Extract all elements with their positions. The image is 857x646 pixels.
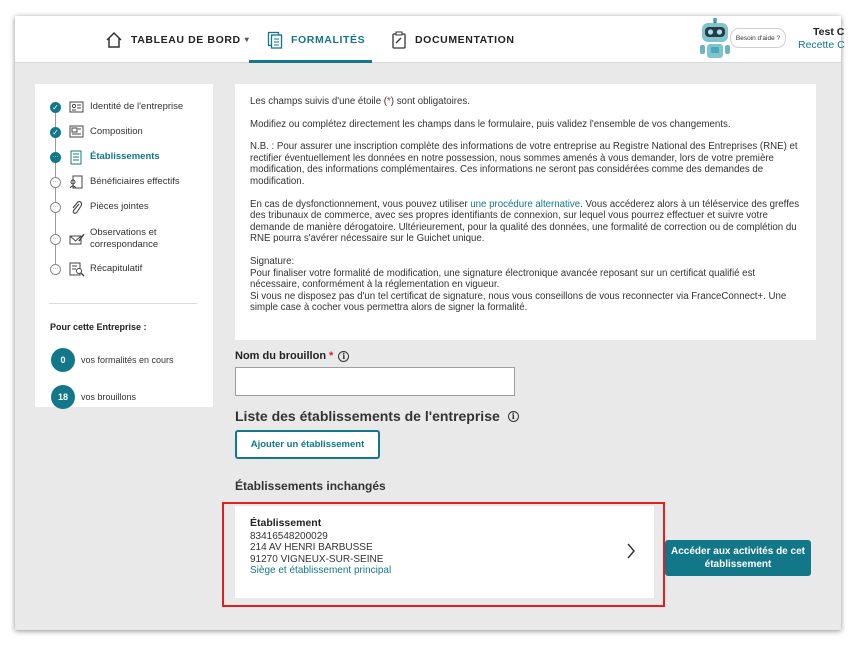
paperclip-icon	[69, 200, 83, 215]
information-panel	[235, 84, 816, 340]
alternative-procedure-link[interactable]: une procédure alternative	[470, 198, 581, 210]
help-robot-icon[interactable]	[698, 18, 732, 62]
counter-label: vos brouillons	[81, 392, 137, 402]
search-doc-icon	[69, 262, 85, 277]
pending-icon: ···	[50, 264, 61, 275]
info-icon[interactable]: i	[338, 351, 349, 362]
establishment-card[interactable]	[235, 506, 654, 598]
help-button[interactable]: Besoin d'aide ?	[730, 28, 786, 48]
count-badge: 0	[51, 348, 75, 372]
pending-icon: ···	[50, 202, 61, 213]
step-label: Identité de l'entreprise	[90, 101, 184, 112]
pending-icon: ···	[50, 177, 61, 188]
formalities-counter[interactable]	[51, 348, 174, 372]
nav-tableau-de-bord[interactable]	[105, 16, 249, 63]
counter-label: vos formalités en cours	[81, 355, 174, 365]
active-tab-indicator	[249, 60, 372, 63]
nav-label: TABLEAU DE BORD	[131, 33, 241, 46]
nav-label: FORMALITÉS	[291, 33, 366, 46]
user-organization[interactable]: Recette C	[798, 39, 845, 51]
instructions: Modifiez ou complétez directement les champs dans le formulaire, puis validez l'ensemble de vos changements.	[250, 118, 731, 130]
establishment-siret: 83416548200029	[250, 530, 328, 542]
user-name[interactable]: Test C	[813, 26, 845, 38]
people-doc-icon	[69, 175, 84, 190]
step-label: Bénéficiaires effectifs	[90, 176, 180, 187]
unchanged-establishments-title: Établissements inchangés	[235, 479, 386, 493]
access-activities-button[interactable]: Accéder aux activités de cet établissement	[665, 540, 811, 576]
check-icon: ✓	[50, 102, 61, 113]
enterprise-section-title: Pour cette Entreprise :	[50, 322, 147, 332]
in-progress-icon: ···	[50, 152, 61, 163]
draft-name-input[interactable]	[235, 367, 515, 396]
step-label: Établissements	[90, 151, 160, 162]
formality-steps-sidebar	[35, 84, 213, 407]
pending-icon: ···	[50, 234, 61, 245]
malfunction-notice: En cas de dysfonctionnement, vous pouvez utiliser une procédure alternative. Vous accéderez alors à un téléservice des greffes des tribunaux de commerce, avec ses propres identifiants de connexion, sur lequel vous pourrez effectuer et suivre votre demande de manière dérogatoire. Ultérieurement, pour la qualité des données, une formalité de correction ou de complétion du RNE pourra s'avérer nécessaire sur le Guichet unique.	[250, 198, 800, 245]
draft-name-label: Nom du brouillon * i	[235, 350, 349, 362]
info-icon[interactable]: i	[508, 411, 519, 422]
step-label: Pièces jointes	[90, 201, 149, 212]
nav-formalites[interactable]	[249, 16, 372, 63]
establishments-list-title: Liste des établissements de l'entreprise i	[235, 408, 519, 424]
nav-documentation[interactable]	[391, 16, 515, 63]
chevron-right-icon[interactable]	[626, 543, 636, 559]
check-icon: ✓	[50, 127, 61, 138]
clipboard-icon	[391, 31, 407, 49]
step-label: Observations et correspondance	[90, 227, 159, 250]
add-establishment-button[interactable]: Ajouter un établissement	[235, 430, 380, 459]
top-navigation	[15, 16, 845, 63]
envelope-pen-icon	[69, 232, 85, 246]
chevron-down-icon: ▾	[244, 35, 250, 44]
document-stack-icon	[267, 31, 283, 49]
signature-notice: Signature: Pour finaliser votre formalité de modification, une signature électronique avancée reposant sur un certificat qualifié est nécessaire, conformément à la réglementation en vigueur. Si vous ne disposez pas d'un tel certificat de signature, nous vous conseillons de vous reconnecter via FranceConnect+. Une simple case à cocher vous permettra alors de signer la formalité.	[250, 255, 787, 314]
divider	[49, 303, 197, 304]
establishment-address: 214 AV HENRI BARBUSSE	[250, 542, 373, 553]
step-label: Récapitulatif	[90, 263, 143, 274]
app-window	[15, 16, 845, 630]
nav-label: DOCUMENTATION	[415, 33, 515, 46]
count-badge: 18	[51, 385, 75, 409]
required-notice: Les champs suivis d'une étoile (*) sont obligatoires.	[250, 96, 470, 107]
id-card-icon	[69, 100, 84, 114]
establishment-title: Établissement	[250, 517, 322, 529]
building-doc-icon	[69, 150, 83, 165]
nb-notice: N.B. : Pour assurer une inscription complète des informations de votre entreprise au Registre National des Entreprises (RNE) et rectifier éventuellement les données en notre possession, nous sommes amenés à vous demander, lors de votre première modification, des informations complémentaires. Ces informations ne seront pas considérées comme des demandes de modification.	[250, 141, 798, 187]
step-label: Composition	[90, 126, 143, 137]
drafts-counter[interactable]	[51, 385, 136, 409]
required-star: *	[329, 350, 334, 362]
establishment-city: 91270 VIGNEUX-SUR-SEINE	[250, 553, 384, 565]
register-icon	[69, 125, 85, 139]
establishment-type: Siège et établissement principal	[250, 565, 392, 576]
home-icon	[105, 31, 123, 49]
